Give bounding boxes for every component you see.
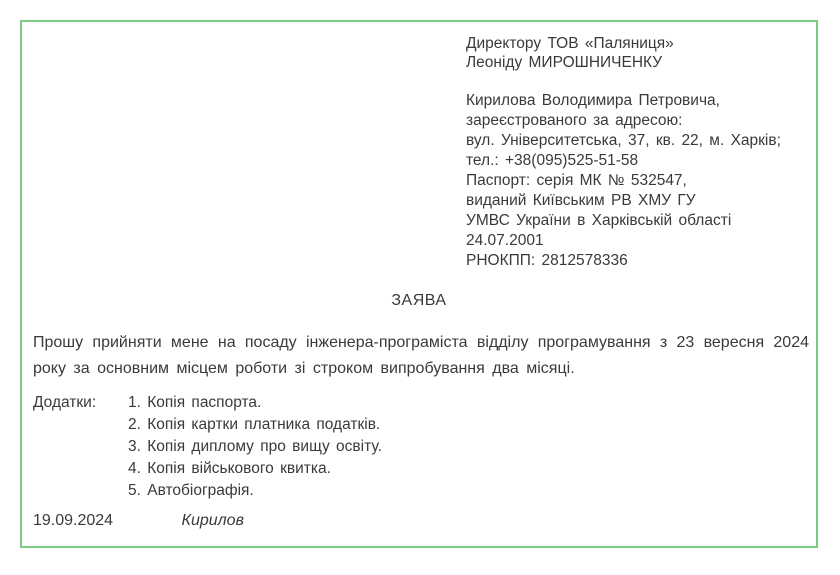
signature-text: Кирилов (181, 512, 244, 529)
attachment-item: 5. Автобіографія. (128, 482, 254, 499)
recipient-line: Директору ТОВ «Паляниця» (466, 35, 674, 52)
recipient-line: Леоніду МИРОШНИЧЕНКУ (466, 54, 663, 71)
document-page (20, 20, 818, 548)
applicant-line: тел.: +38(095)525-51-58 (466, 152, 639, 169)
body-paragraph: Прошу прийняти мене на посаду інженера-програміста відділу програмування з 23 вересня 2024 року за основним місцем роботи зі строком випробування два місяці. (33, 334, 809, 377)
applicant-block (466, 91, 781, 271)
applicant-line: РНОКПП: 2812578336 (466, 252, 628, 269)
attachment-item: 1. Копія паспорта. (128, 394, 262, 411)
attachments-list (128, 392, 528, 502)
footer-row (33, 512, 244, 530)
applicant-line: зареєстрованого за адресою: (466, 112, 683, 129)
attachment-item: 2. Копія картки платника податків. (128, 416, 381, 433)
date-text: 19.09.2024 (33, 512, 114, 529)
attachment-item: 3. Копія диплому про вищу освіту. (128, 438, 382, 455)
applicant-line: 24.07.2001 (466, 232, 544, 249)
applicant-line: вул. Університетська, 37, кв. 22, м. Харків; (466, 132, 781, 149)
applicant-line: УМВС України в Харківській області (466, 212, 732, 229)
attachment-item: 4. Копія військового квитка. (128, 460, 331, 477)
applicant-line: Кирилова Володимира Петровича, (466, 92, 720, 109)
applicant-line: виданий Київським РВ ХМУ ГУ (466, 192, 696, 209)
applicant-line: Паспорт: серія МК № 532547, (466, 172, 687, 189)
recipient-block (466, 34, 674, 72)
document-title: ЗАЯВА (391, 292, 447, 309)
attachments-label: Додатки: (33, 394, 97, 411)
